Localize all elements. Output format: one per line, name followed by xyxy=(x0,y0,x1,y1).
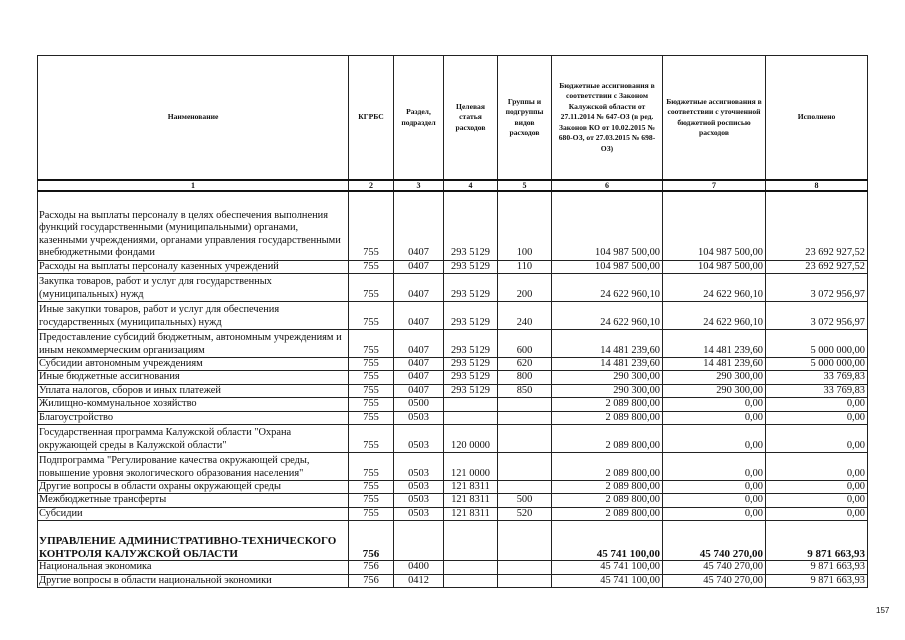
row-razdel: 0407 xyxy=(394,273,444,301)
row-name: Подпрограмма "Регулирование качества окружающей среды, повышение уровня экологического образования населения" xyxy=(38,452,349,480)
row-kgrbs: 755 xyxy=(349,411,394,424)
row-razdel: 0400 xyxy=(394,561,444,574)
row-razdel: 0503 xyxy=(394,507,444,520)
row-law-amount: 2 089 800,00 xyxy=(552,480,663,493)
row-executed-amount: 0,00 xyxy=(766,480,868,493)
page-number: 157 xyxy=(876,606,890,615)
column-number: 4 xyxy=(444,180,498,191)
header-plan-assignments: Бюджетные ассигнования в соответствии с уточненной бюджетной росписью расходов xyxy=(663,56,766,181)
row-statya: 121 8311 xyxy=(444,480,498,493)
row-kgrbs: 755 xyxy=(349,301,394,329)
row-vid: 850 xyxy=(498,384,552,397)
row-vid: 620 xyxy=(498,357,552,370)
table-row xyxy=(38,521,868,561)
row-name: Субсидии xyxy=(38,507,349,520)
row-kgrbs: 755 xyxy=(349,371,394,384)
row-executed-amount: 0,00 xyxy=(766,424,868,452)
column-number-row xyxy=(38,180,868,191)
row-kgrbs: 755 xyxy=(349,191,394,260)
row-plan-amount: 45 740 270,00 xyxy=(663,574,766,587)
row-kgrbs: 755 xyxy=(349,494,394,507)
table-row xyxy=(38,411,868,424)
column-number: 1 xyxy=(38,180,349,191)
row-name: Субсидии автономным учреждениям xyxy=(38,357,349,370)
row-executed-amount: 9 871 663,93 xyxy=(766,561,868,574)
row-name: Расходы на выплаты персоналу казенных учреждений xyxy=(38,260,349,273)
row-kgrbs: 755 xyxy=(349,357,394,370)
row-statya: 120 0000 xyxy=(444,424,498,452)
row-name: Иные бюджетные ассигнования xyxy=(38,371,349,384)
row-executed-amount: 0,00 xyxy=(766,494,868,507)
row-kgrbs: 755 xyxy=(349,273,394,301)
row-razdel: 0407 xyxy=(394,260,444,273)
row-statya: 293 5129 xyxy=(444,329,498,357)
header-name: Наименование xyxy=(38,56,349,181)
header-statya: Целевая статья расходов xyxy=(444,56,498,181)
row-law-amount: 45 741 100,00 xyxy=(552,574,663,587)
row-vid xyxy=(498,452,552,480)
row-executed-amount: 9 871 663,93 xyxy=(766,574,868,587)
row-plan-amount: 14 481 239,60 xyxy=(663,357,766,370)
column-number: 3 xyxy=(394,180,444,191)
row-executed-amount: 3 072 956,97 xyxy=(766,301,868,329)
row-vid xyxy=(498,561,552,574)
row-executed-amount: 23 692 927,52 xyxy=(766,191,868,260)
row-plan-amount: 0,00 xyxy=(663,411,766,424)
table-row xyxy=(38,384,868,397)
row-plan-amount: 45 740 270,00 xyxy=(663,521,766,561)
row-executed-amount: 5 000 000,00 xyxy=(766,329,868,357)
row-statya xyxy=(444,574,498,587)
row-name: УПРАВЛЕНИЕ АДМИНИСТРАТИВНО-ТЕХНИЧЕСКОГО КОНТРОЛЯ КАЛУЖСКОЙ ОБЛАСТИ xyxy=(38,521,349,561)
row-plan-amount: 24 622 960,10 xyxy=(663,301,766,329)
row-statya xyxy=(444,398,498,411)
row-vid: 520 xyxy=(498,507,552,520)
row-law-amount: 45 741 100,00 xyxy=(552,561,663,574)
row-law-amount: 2 089 800,00 xyxy=(552,424,663,452)
table-row xyxy=(38,371,868,384)
row-executed-amount: 23 692 927,52 xyxy=(766,260,868,273)
row-vid xyxy=(498,398,552,411)
row-plan-amount: 0,00 xyxy=(663,424,766,452)
row-name: Предоставление субсидий бюджетным, автономным учреждениям и иным некоммерческим организациям xyxy=(38,329,349,357)
row-kgrbs: 755 xyxy=(349,480,394,493)
table-row xyxy=(38,424,868,452)
row-plan-amount: 0,00 xyxy=(663,507,766,520)
row-razdel: 0503 xyxy=(394,452,444,480)
row-plan-amount: 290 300,00 xyxy=(663,384,766,397)
column-number: 8 xyxy=(766,180,868,191)
header-executed: Исполнено xyxy=(766,56,868,181)
row-kgrbs: 756 xyxy=(349,574,394,587)
row-law-amount: 14 481 239,60 xyxy=(552,357,663,370)
row-razdel: 0407 xyxy=(394,329,444,357)
row-executed-amount: 33 769,83 xyxy=(766,371,868,384)
row-name: Другие вопросы в области национальной экономики xyxy=(38,574,349,587)
row-law-amount: 2 089 800,00 xyxy=(552,398,663,411)
budget-report-page xyxy=(37,55,867,588)
row-vid: 110 xyxy=(498,260,552,273)
row-vid: 100 xyxy=(498,191,552,260)
row-plan-amount: 0,00 xyxy=(663,480,766,493)
table-row xyxy=(38,260,868,273)
row-law-amount: 290 300,00 xyxy=(552,384,663,397)
row-vid: 600 xyxy=(498,329,552,357)
table-row xyxy=(38,273,868,301)
row-statya: 121 0000 xyxy=(444,452,498,480)
row-statya: 293 5129 xyxy=(444,191,498,260)
row-kgrbs: 755 xyxy=(349,452,394,480)
row-law-amount: 290 300,00 xyxy=(552,371,663,384)
row-kgrbs: 755 xyxy=(349,260,394,273)
row-kgrbs: 755 xyxy=(349,507,394,520)
header-law-assignments: Бюджетные ассигнования в соответствии с Законом Калужской области от 27.11.2014 № 647-ОЗ (в ред. Законов КО от 10.02.2015 № 680-ОЗ, от 27.03.2015 № 698-ОЗ) xyxy=(552,56,663,181)
table-row xyxy=(38,398,868,411)
row-statya: 121 8311 xyxy=(444,494,498,507)
row-vid xyxy=(498,521,552,561)
row-razdel: 0407 xyxy=(394,371,444,384)
row-vid xyxy=(498,480,552,493)
row-plan-amount: 14 481 239,60 xyxy=(663,329,766,357)
column-number: 2 xyxy=(349,180,394,191)
row-statya: 293 5129 xyxy=(444,357,498,370)
row-executed-amount: 9 871 663,93 xyxy=(766,521,868,561)
row-executed-amount: 33 769,83 xyxy=(766,384,868,397)
row-razdel: 0412 xyxy=(394,574,444,587)
row-razdel: 0407 xyxy=(394,301,444,329)
row-razdel: 0407 xyxy=(394,384,444,397)
row-statya: 121 8311 xyxy=(444,507,498,520)
row-vid: 500 xyxy=(498,494,552,507)
table-row xyxy=(38,191,868,260)
row-statya: 293 5129 xyxy=(444,384,498,397)
row-vid: 800 xyxy=(498,371,552,384)
row-kgrbs: 756 xyxy=(349,561,394,574)
table-row xyxy=(38,494,868,507)
row-statya: 293 5129 xyxy=(444,301,498,329)
row-vid xyxy=(498,574,552,587)
row-statya: 293 5129 xyxy=(444,371,498,384)
row-razdel: 0503 xyxy=(394,494,444,507)
table-row xyxy=(38,561,868,574)
header-razdel: Раздел, подраздел xyxy=(394,56,444,181)
row-statya xyxy=(444,561,498,574)
row-kgrbs: 755 xyxy=(349,329,394,357)
row-razdel xyxy=(394,521,444,561)
row-plan-amount: 290 300,00 xyxy=(663,371,766,384)
column-number: 6 xyxy=(552,180,663,191)
row-name: Расходы на выплаты персоналу в целях обеспечения выполнения функций государственными (муниципальными) органами, казенными учреждениями, органами управления государственными внебюджетными фондами xyxy=(38,191,349,260)
row-razdel: 0407 xyxy=(394,357,444,370)
table-row xyxy=(38,574,868,587)
row-vid: 240 xyxy=(498,301,552,329)
row-statya: 293 5129 xyxy=(444,260,498,273)
header-kgrbs: КГРБС xyxy=(349,56,394,181)
row-law-amount: 104 987 500,00 xyxy=(552,191,663,260)
row-name: Благоустройство xyxy=(38,411,349,424)
column-number: 7 xyxy=(663,180,766,191)
row-name: Иные закупки товаров, работ и услуг для обеспечения государственных (муниципальных) нужд xyxy=(38,301,349,329)
table-body xyxy=(38,191,868,587)
row-razdel: 0503 xyxy=(394,424,444,452)
row-law-amount: 24 622 960,10 xyxy=(552,301,663,329)
row-plan-amount: 0,00 xyxy=(663,452,766,480)
table-row xyxy=(38,357,868,370)
row-kgrbs: 755 xyxy=(349,384,394,397)
row-name: Жилищно-коммунальное хозяйство xyxy=(38,398,349,411)
budget-execution-table xyxy=(37,55,868,588)
row-plan-amount: 0,00 xyxy=(663,494,766,507)
table-row xyxy=(38,507,868,520)
row-law-amount: 45 741 100,00 xyxy=(552,521,663,561)
row-plan-amount: 24 622 960,10 xyxy=(663,273,766,301)
row-executed-amount: 5 000 000,00 xyxy=(766,357,868,370)
row-kgrbs: 755 xyxy=(349,398,394,411)
table-row xyxy=(38,329,868,357)
row-executed-amount: 0,00 xyxy=(766,411,868,424)
row-plan-amount: 104 987 500,00 xyxy=(663,191,766,260)
header-vid: Группы и подгруппы видов расходов xyxy=(498,56,552,181)
row-name: Государственная программа Калужской области "Охрана окружающей среды в Калужской области" xyxy=(38,424,349,452)
row-executed-amount: 0,00 xyxy=(766,452,868,480)
row-executed-amount: 0,00 xyxy=(766,507,868,520)
row-plan-amount: 104 987 500,00 xyxy=(663,260,766,273)
row-razdel: 0503 xyxy=(394,411,444,424)
row-statya xyxy=(444,411,498,424)
row-name: Закупка товаров, работ и услуг для государственных (муниципальных) нужд xyxy=(38,273,349,301)
row-law-amount: 2 089 800,00 xyxy=(552,411,663,424)
table-row xyxy=(38,301,868,329)
row-name: Уплата налогов, сборов и иных платежей xyxy=(38,384,349,397)
row-plan-amount: 0,00 xyxy=(663,398,766,411)
table-row xyxy=(38,452,868,480)
row-kgrbs: 755 xyxy=(349,424,394,452)
row-statya: 293 5129 xyxy=(444,273,498,301)
row-plan-amount: 45 740 270,00 xyxy=(663,561,766,574)
row-name: Межбюджетные трансферты xyxy=(38,494,349,507)
row-vid: 200 xyxy=(498,273,552,301)
row-executed-amount: 3 072 956,97 xyxy=(766,273,868,301)
row-razdel: 0503 xyxy=(394,480,444,493)
table-row xyxy=(38,480,868,493)
header-row xyxy=(38,56,868,181)
row-kgrbs: 756 xyxy=(349,521,394,561)
row-razdel: 0407 xyxy=(394,191,444,260)
row-name: Другие вопросы в области охраны окружающей среды xyxy=(38,480,349,493)
column-number: 5 xyxy=(498,180,552,191)
row-name: Национальная экономика xyxy=(38,561,349,574)
row-law-amount: 14 481 239,60 xyxy=(552,329,663,357)
row-law-amount: 24 622 960,10 xyxy=(552,273,663,301)
row-statya xyxy=(444,521,498,561)
row-vid xyxy=(498,411,552,424)
row-razdel: 0500 xyxy=(394,398,444,411)
row-law-amount: 2 089 800,00 xyxy=(552,507,663,520)
row-law-amount: 2 089 800,00 xyxy=(552,494,663,507)
row-executed-amount: 0,00 xyxy=(766,398,868,411)
row-law-amount: 2 089 800,00 xyxy=(552,452,663,480)
row-law-amount: 104 987 500,00 xyxy=(552,260,663,273)
row-vid xyxy=(498,424,552,452)
